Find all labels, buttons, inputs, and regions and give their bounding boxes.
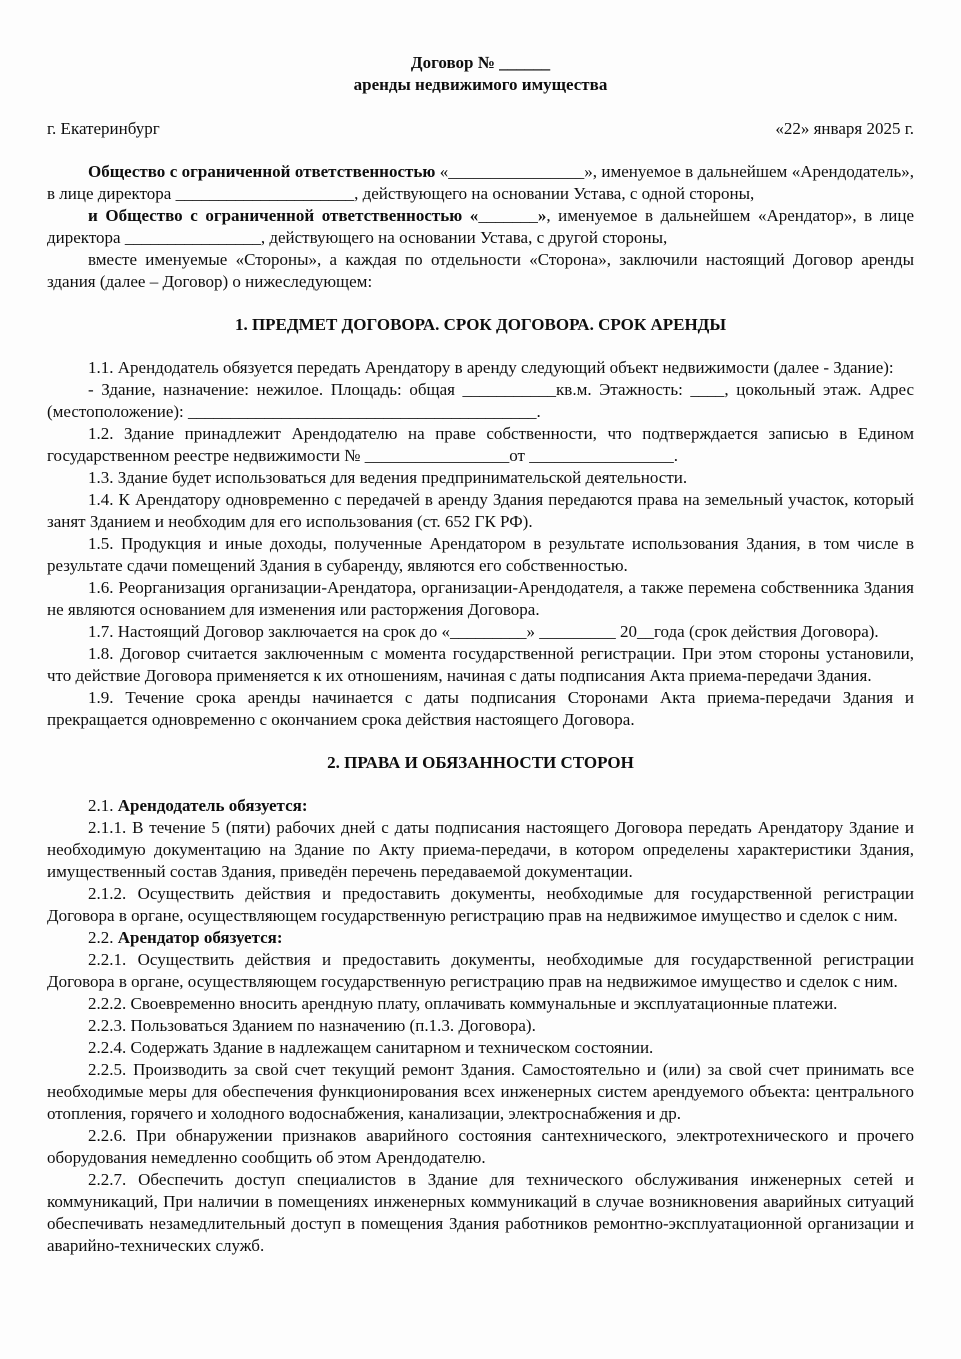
paragraph-text: 2.2.2. Своевременно вносить арендную плату, оплачивать коммунальные и эксплуатационные платежи. (88, 994, 838, 1013)
paragraph (47, 949, 914, 993)
document-title-line2: аренды недвижимого имущества (353, 75, 608, 94)
paragraph (47, 687, 914, 731)
paragraph-text: 1.3. Здание будет использоваться для ведения предпринимательской деятельности. (88, 468, 688, 487)
paragraph-text-bold: Арендодатель обязуется: (117, 796, 308, 815)
paragraph (47, 577, 914, 621)
paragraph-text: 1.8. Договор считается заключенным с момента государственной регистрации. При этом стороны установили, что действие Договора применяется к их отношениям, начиная с даты подписания Акта приема-передачи Здания. (47, 644, 914, 685)
document-city: г. Екатеринбург (47, 119, 160, 138)
paragraph (47, 1015, 914, 1037)
paragraph (47, 1059, 914, 1125)
paragraph-text: 1.6. Реорганизация организации-Арендатора, организации-Арендодателя, а также перемена собственника Здания не являются основанием для изменения или расторжения Договора. (47, 578, 914, 619)
paragraph (47, 621, 914, 643)
paragraph-text: _______ (478, 206, 538, 225)
section-heading: 1. ПРЕДМЕТ ДОГОВОРА. СРОК ДОГОВОРА. СРОК АРЕНДЫ (234, 315, 727, 334)
paragraph-text: 1.5. Продукция и иные доходы, полученные Арендатором в результате использования Здания, в том числе в результате сдачи помещений Здания в субаренду, являются его собственностью. (47, 534, 914, 575)
paragraph-text: 2.2.1. Осуществить действия и предоставить документы, необходимые для государственной регистрации Договора в органе, осуществляющем государственную регистрацию прав на недвижимое имущество и сделок с ним. (47, 950, 914, 991)
paragraph-text: вместе именуемые «Стороны», а каждая по отдельности «Сторона», заключили настоящий Договор аренды здания (далее – Договор) о нижеследующем: (47, 250, 914, 291)
paragraph-text: 2.2.5. Производить за свой счет текущий ремонт Здания. Самостоятельно и (или) за свой счет принимать все необходимые меры для обеспечения функционирования всех инженерных систем арендуемого объекта: центрального отопления, горячего и холодного водоснабжения, канализации, электроснабжения и др. (47, 1060, 914, 1123)
paragraph-text: 2.1. (88, 796, 118, 815)
paragraph-text: 2.2. (88, 928, 118, 947)
document-body (47, 161, 914, 1257)
paragraph (47, 1125, 914, 1169)
paragraph-text-bold: » (537, 206, 547, 225)
paragraph (47, 161, 914, 205)
paragraph-text-bold: Общество с ограниченной ответственностью (88, 162, 436, 181)
paragraph-text: - Здание, назначение: нежилое. Площадь: общая ___________кв.м. Этажность: ____, цокольный этаж. Адрес (местоположение): _________________________________________. (47, 380, 914, 421)
paragraph (47, 927, 914, 949)
paragraph-text: 1.9. Течение срока аренды начинается с даты подписания Сторонами Акта приема-передачи Здания и прекращается одновременно с окончанием срока действия настоящего Договора. (47, 688, 914, 729)
paragraph-text: 2.2.4. Содержать Здание в надлежащем санитарном и техническом состоянии. (88, 1038, 654, 1057)
paragraph-text: 2.2.7. Обеспечить доступ специалистов в Здание для технического обслуживания инженерных сетей и коммуникаций, При наличии в помещениях инженерных коммуникаций в случае возникновения аварийных ситуаций обеспечивать незамедлительный доступ в помещения Здания работников ремонтно-эксплуатационной организации и аварийно-технических служб. (47, 1170, 914, 1255)
paragraph-text: , именуемое в дальнейшем «Арендатор», в лице директора ________________, действующего на основании Устава, с другой стороны, (47, 206, 914, 247)
paragraph-text-bold: Арендатор обязуется: (117, 928, 283, 947)
paragraph (47, 1169, 914, 1257)
paragraph (47, 795, 914, 817)
paragraph (47, 205, 914, 249)
paragraph (47, 423, 914, 467)
paragraph (47, 249, 914, 293)
paragraph-text: 2.1.2. Осуществить действия и предоставить документы, необходимые для государственной регистрации Договора в органе, осуществляющем государственную регистрацию прав на недвижимое имущество и сделок с ним. (47, 884, 914, 925)
paragraph-text-bold: и Общество с ограниченной ответственностью « (88, 206, 479, 225)
paragraph (47, 643, 914, 687)
paragraph (47, 817, 914, 883)
paragraph-text: 2.2.3. Пользоваться Зданием по назначению (п.1.3. Договора). (88, 1016, 536, 1035)
document-date: «22» января 2025 г. (775, 119, 914, 138)
paragraph (47, 1037, 914, 1059)
paragraph (47, 357, 914, 379)
paragraph (47, 467, 914, 489)
paragraph (47, 533, 914, 577)
paragraph (47, 489, 914, 533)
paragraph (47, 379, 914, 423)
document-title-line1: Договор № ______ (410, 53, 551, 72)
paragraph (47, 993, 914, 1015)
section-heading: 2. ПРАВА И ОБЯЗАННОСТИ СТОРОН (327, 753, 634, 772)
city-date-row (47, 118, 914, 140)
paragraph-text: 1.7. Настоящий Договор заключается на срок до «_________» _________ 20__года (срок действия Договора). (88, 622, 879, 641)
paragraph (47, 883, 914, 927)
paragraph-text: «________________», именуемое в дальнейшем «Арендодатель», в лице директора _____________________, действующего на основании Устава, с одной стороны, (47, 162, 914, 203)
paragraph-text: 1.4. К Арендатору одновременно с передачей в аренду Здания передаются права на земельный участок, который занят Зданием и необходим для его использования (ст. 652 ГК РФ). (47, 490, 914, 531)
paragraph-text: 2.1.1. В течение 5 (пяти) рабочих дней с даты подписания настоящего Договора передать Арендатору Здание и необходимую документацию на Здание по Акту приема-передачи, в котором определены характеристики Здания, имущественный состав Здания, приведён перечень передаваемой документации. (47, 818, 914, 881)
paragraph-text: 1.1. Арендодатель обязуется передать Арендатору в аренду следующий объект недвижимости (далее - Здание): (88, 358, 894, 377)
paragraph-text: 1.2. Здание принадлежит Арендодателю на праве собственности, что подтверждается записью в Едином государственном реестре недвижимости № _________________от _________________. (47, 424, 914, 465)
paragraph-text: 2.2.6. При обнаружении признаков аварийного состояния сантехнического, электротехнического и прочего оборудования немедленно сообщить об этом Арендодателю. (47, 1126, 914, 1167)
